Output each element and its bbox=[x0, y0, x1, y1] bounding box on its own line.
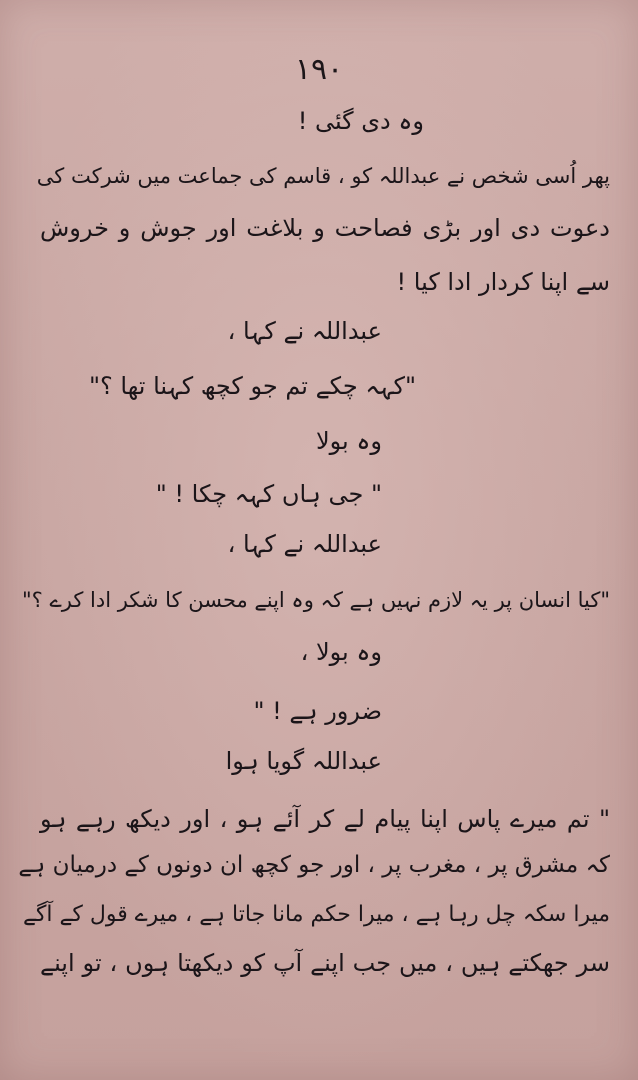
text-line-17: سر جھکتے ہیں ، میں جب اپنے آپ کو دیکھتا ہوں ، تو اپنے bbox=[40, 949, 610, 977]
text-line-8: " جی ہاں کہہ چکا ! " bbox=[155, 480, 382, 508]
text-line-1: وہ دی گئی ! bbox=[297, 107, 424, 135]
text-line-13: عبداللہ گویا ہوا bbox=[225, 747, 382, 775]
text-line-9: عبداللہ نے کہا ، bbox=[227, 530, 382, 558]
text-line-7: وہ بولا bbox=[315, 427, 382, 455]
text-line-5: عبداللہ نے کہا ، bbox=[227, 317, 382, 345]
text-line-6: "کہہ چکے تم جو کچھ کہنا تھا ؟" bbox=[89, 372, 416, 400]
text-line-11: وہ بولا ، bbox=[300, 638, 382, 666]
text-line-16: میرا سکہ چل رہا ہے ، میرا حکم مانا جاتا ہے ، میرے قول کے آگے bbox=[23, 902, 610, 927]
text-line-10: "کیا انسان پر یہ لازم نہیں ہے کہ وہ اپنے محسن کا شکر ادا کرے ؟" bbox=[21, 588, 610, 612]
page-number: ۱۹۰ bbox=[294, 52, 344, 87]
text-line-4: سے اپنا کردار ادا کیا ! bbox=[396, 268, 610, 296]
text-line-15: کہ مشرق پر ، مغرب پر ، اور جو کچھ ان دونوں کے درمیان ہے bbox=[18, 852, 610, 878]
text-line-12: ضرور ہے ! " bbox=[253, 697, 382, 725]
text-line-3: دعوت دی اور بڑی فصاحت و بلاغت اور جوش و خروش bbox=[40, 214, 610, 242]
text-line-2: پھر اُسی شخص نے عبداللہ کو ، قاسم کی جماعت میں شرکت کی bbox=[36, 164, 610, 188]
text-line-14: " تم میرے پاس اپنا پیام لے کر آئے ہو ، اور دیکھ رہے ہو bbox=[40, 805, 610, 833]
